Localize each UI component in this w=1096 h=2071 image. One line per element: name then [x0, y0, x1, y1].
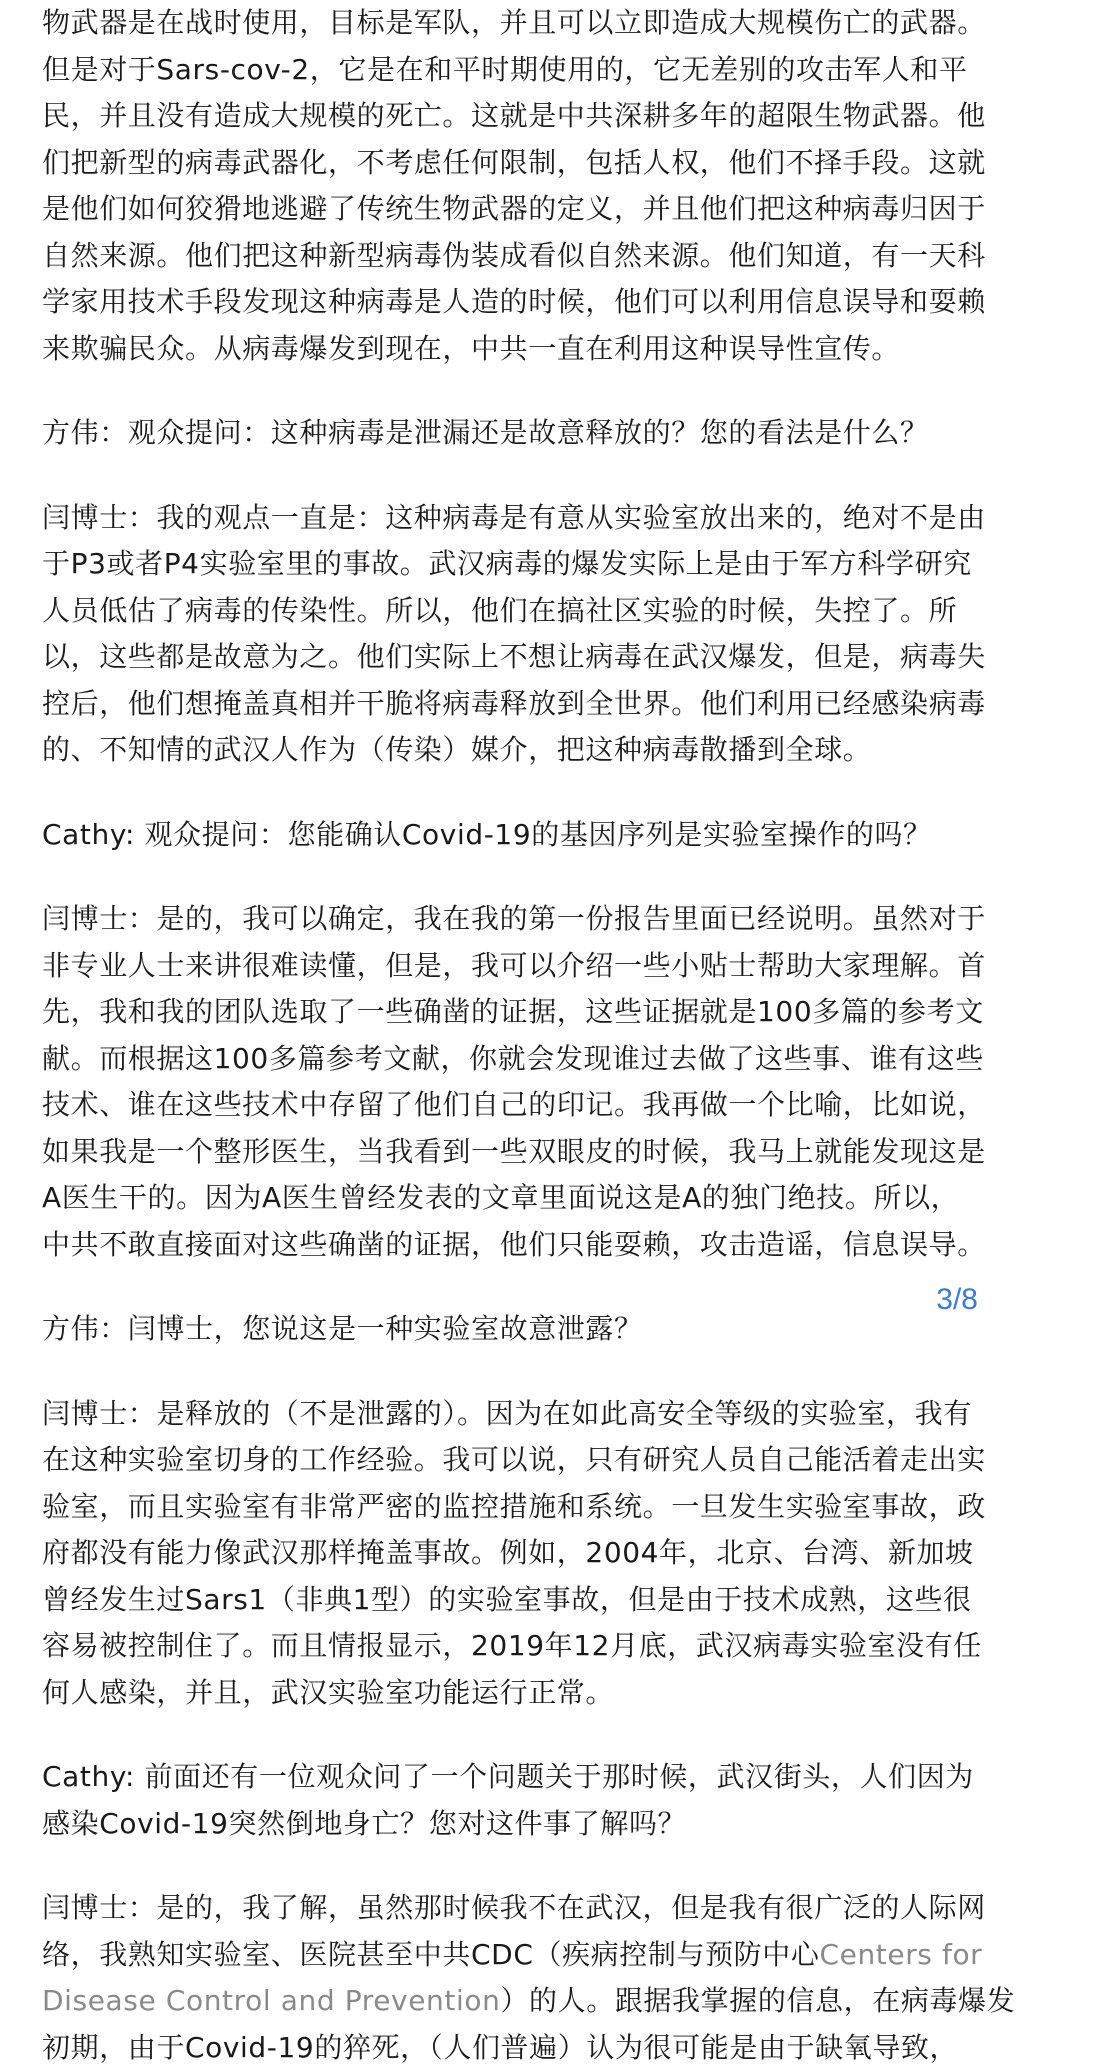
page-indicator: 3/8 [936, 1283, 978, 1317]
text-line: A医生干的。因为A医生曾经发表的文章里面说这是A的独门绝技。所以， [42, 1175, 1056, 1222]
text-line: 于P3或者P4实验室里的事故。武汉病毒的爆发实际上是由于军方科学研究 [42, 541, 1056, 588]
text-line: 是他们如何狡猾地逃避了传统生物武器的定义，并且他们把这种病毒归因于 [42, 186, 1056, 233]
text-segment: ）的人。跟据我掌握的信息，在病毒爆发 [500, 1984, 1015, 2017]
text-line: 物武器是在战时使用，目标是军队，并且可以立即造成大规模伤亡的武器。 [42, 0, 1056, 47]
english-term-text: Disease Control and Prevention [42, 1984, 500, 2017]
text-line: 学家用技术手段发现这种病毒是人造的时候，他们可以利用信息误导和耍赖 [42, 279, 1056, 326]
text-line: 来欺骗民众。从病毒爆发到现在，中共一直在利用这种误导性宣传。 [42, 326, 1056, 373]
paragraph-1 [42, 0, 1056, 372]
text-line: 技术、谁在这些技术中存留了他们自己的印记。我再做一个比喻，比如说， [42, 1082, 1056, 1129]
text-line: 何人感染，并且，武汉实验室功能运行正常。 [42, 1670, 1056, 1717]
text-line: 方伟：观众提问：这种病毒是泄漏还是故意释放的？您的看法是什么？ [42, 410, 1056, 457]
text-line: 控后，他们想掩盖真相并干脆将病毒释放到全世界。他们利用已经感染病毒 [42, 681, 1056, 728]
paragraph-question-fangwei-2 [42, 1306, 1056, 1353]
text-line: 以，这些都是故意为之。他们实际上不想让病毒在武汉爆发，但是，病毒失 [42, 634, 1056, 681]
text-segment: 初期，由于Covid-19的猝死，（人们普遍）认为很可能是由于缺氧导致， [42, 2031, 958, 2064]
paragraph-question-fangwei-1 [42, 410, 1056, 457]
paragraph-answer-yan-2 [42, 896, 1056, 1268]
text-line: Cathy: 观众提问：您能确认Covid-19的基因序列是实验室操作的吗？ [42, 812, 1056, 859]
text-segment: 闫博士：是的，我了解，虽然那时候我不在武汉，但是我有很广泛的人际网 [42, 1891, 986, 1924]
paragraph-answer-yan-1 [42, 495, 1056, 774]
text-line: 民，并且没有造成大规模的死亡。这就是中共深耕多年的超限生物武器。他 [42, 93, 1056, 140]
text-line: 在这种实验室切身的工作经验。我可以说，只有研究人员自己能活着走出实 [42, 1437, 1056, 1484]
text-line: 容易被控制住了。而且情报显示，2019年12月底，武汉病毒实验室没有任 [42, 1623, 1056, 1670]
text-line: 感染Covid-19突然倒地身亡？您对这件事了解吗？ [42, 1801, 1056, 1848]
text-line: 验室，而且实验室有非常严密的监控措施和系统。一旦发生实验室事故，政 [42, 1484, 1056, 1531]
text-line: 曾经发生过Sars1（非典1型）的实验室事故，但是由于技术成熟，这些很 [42, 1577, 1056, 1624]
text-line: 的、不知情的武汉人作为（传染）媒介，把这种病毒散播到全球。 [42, 727, 1056, 774]
text-line: 闫博士：是释放的（不是泄露的）。因为在如此高安全等级的实验室，我有 [42, 1391, 1056, 1438]
text-line [42, 1978, 1056, 2025]
paragraph-answer-yan-3 [42, 1391, 1056, 1717]
text-line: 先，我和我的团队选取了一些确凿的证据，这些证据就是100多篇的参考文 [42, 989, 1056, 1036]
text-line: 中共不敢直接面对这些确凿的证据，他们只能耍赖，攻击造谣，信息误导。 [42, 1222, 1056, 1269]
text-line: 闫博士：我的观点一直是：这种病毒是有意从实验室放出来的，绝对不是由 [42, 495, 1056, 542]
text-line: 方伟：闫博士，您说这是一种实验室故意泄露？ [42, 1306, 1056, 1353]
text-line: 如果我是一个整形医生，当我看到一些双眼皮的时候，我马上就能发现这是 [42, 1129, 1056, 1176]
text-line: Cathy: 前面还有一位观众问了一个问题关于那时候，武汉街头，人们因为 [42, 1754, 1056, 1801]
paragraph-question-cathy-2 [42, 1754, 1056, 1847]
english-term-text: Centers for [819, 1938, 982, 1971]
text-line: 闫博士：是的，我可以确定，我在我的第一份报告里面已经说明。虽然对于 [42, 896, 1056, 943]
text-line: 非专业人士来讲很难读懂，但是，我可以介绍一些小贴士帮助大家理解。首 [42, 943, 1056, 990]
text-line: 们把新型的病毒武器化，不考虑任何限制，包括人权，他们不择手段。这就 [42, 140, 1056, 187]
text-line: 人员低估了病毒的传染性。所以，他们在搞社区实验的时候，失控了。所 [42, 588, 1056, 635]
paragraph-answer-yan-4 [42, 1885, 1056, 2071]
text-line: 府都没有能力像武汉那样掩盖事故。例如，2004年，北京、台湾、新加坡 [42, 1530, 1056, 1577]
text-line: 自然来源。他们把这种新型病毒伪装成看似自然来源。他们知道，有一天科 [42, 233, 1056, 280]
text-line [42, 1885, 1056, 1932]
text-segment: 络，我熟知实验室、医院甚至中共CDC（疾病控制与预防中心 [42, 1938, 819, 1971]
text-line: 献。而根据这100多篇参考文献，你就会发现谁过去做了这些事、谁有这些 [42, 1036, 1056, 1083]
text-line: 但是对于Sars-cov-2，它是在和平时期使用的，它无差别的攻击军人和平 [42, 47, 1056, 94]
paragraph-question-cathy-1 [42, 812, 1056, 859]
text-line [42, 1932, 1056, 1979]
